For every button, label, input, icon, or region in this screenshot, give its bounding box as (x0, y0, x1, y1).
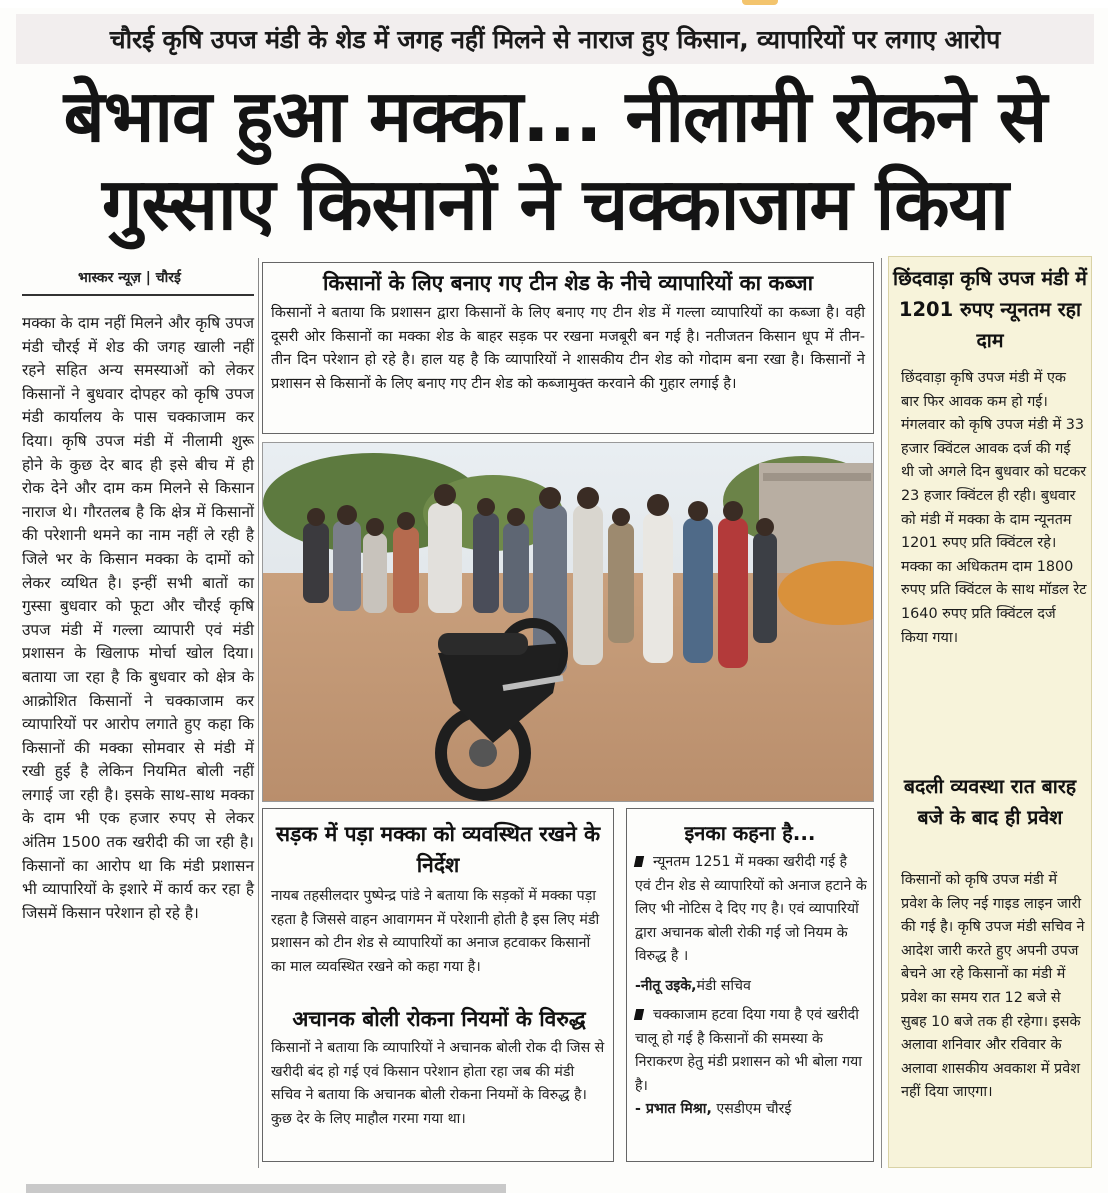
byline: भास्कर न्यूज़ | चौरई (78, 270, 181, 286)
quote-2-attribution (635, 1098, 867, 1122)
shed-box-body: किसानों ने बताया कि प्रशासन द्वारा किसानों के लिए बनाए गए टीन शेड में गल्ला व्यापारियों का कब्जा है। वही दूसरी ओर किसानों का मक्का शेड के बाहर सड़क पर रखना मजबूरी बन गई है। नतीजतन किसान धूप में तीन- तीन दिन परेशान हो रहे है। हाल यह है कि व्यापारियों ने शासकीय टीन शेड को गोदाम बना रखा है। किसानों ने प्रशासन से किसानों के लिए बनाए गए टीन शेड को कब्जामुक्त करवाने की गुहार लगाई है। (271, 304, 865, 392)
auction-subheading: अचानक बोली रोकना नियमों के विरुद्ध (292, 1007, 586, 1031)
attribution-name-1: -नीतू उइके, (635, 977, 697, 994)
quote-2 (635, 1004, 867, 1098)
quote-1-text: न्यूनतम 1251 में मक्का खरीदी गई है एवं टीन शेड से व्यापारियों को अनाज हटाने के लिए भी नोटिस दे दिए गए है। एवं व्यापारियों द्वारा अचानक बोली रोकी गई जो नियम के विरुद्ध है । (635, 854, 867, 964)
road-maize-box (262, 808, 614, 1162)
bullet-icon (634, 1009, 644, 1020)
sidebar-body: छिंदवाड़ा कृषि उपज मंडी में एक बार फिर आवक कम हो गई। मंगलवार को कृषि उपज मंडी में 33 हजार क्विंटल आवक दर्ज की गई थी जो अगले दिन बुधवार को घटकर 23 हजार क्विंटल ही रही। बुधवार को मंडी में मक्का के दाम न्यूनतम 1201 रुपए प्रति क्विंटल रहे। मक्का का अधिकतम दाम 1800 रुपए प्रति क्विंटल के साथ मॉडल रेट 1640 रुपए प्रति क्विंटल दर्ज किया गया। (901, 370, 1087, 646)
quote-1 (635, 851, 867, 969)
byline-rule (22, 294, 254, 296)
statements-box (626, 808, 874, 1162)
road-box-body: नायब तहसीलदार पुष्पेन्द्र पांडे ने बताया कि सड़कों में मक्का पड़ा रहता है जिससे वाहन आवागमन में परेशानी होती है इस लिए मंडी प्रशासन को टीन शेड से व्यापारियों का अनाज हटवाकर किसानों का माल व्यवस्थित रखने को कहा गया है। (271, 888, 600, 975)
attribution-role-1: मंडी सचिव (696, 977, 751, 994)
shed-box-title: किसानों के लिए बनाए गए टीन शेड के नीचे व्यापारियों का कब्जा (322, 271, 814, 295)
sidebar-title-2: बदली व्यवस्था रात बारह बजे के बाद ही प्रवेश (903, 775, 1077, 829)
road-box-title: सड़क में पड़ा मक्का को व्यवस्थित रखने के निर्देश (275, 822, 601, 877)
attribution-name-2: - प्रभात मिश्रा, (635, 1101, 712, 1117)
quote-1-attribution (635, 975, 867, 999)
sidebar-body-2: किसानों को कृषि उपज मंडी में प्रवेश के लिए नई गाइड लाइन जारी की गई है। कृषि उपज मंडी सचिव ने आदेश जारी करते हुए अपनी उपज बेचने आ रहे किसानों का मंडी में प्रवेश का समय रात 12 बजे से सुबह 10 बजे तक ही रहेगा। इसके अलावा शनिवार और रविवार के अलावा शासकीय अवकाश में प्रवेश नहीं दिया जाएगा। (901, 872, 1085, 1101)
quote-2-text: चक्काजाम हटवा दिया गया है एवं खरीदी चालू हो गई है किसानों की समस्या के निराकरण हेतु मंडी प्रशासन को भी बोला गया है। (635, 1007, 862, 1094)
headline-line-2: गुस्साए किसानों ने चक्काजाम किया (102, 162, 1008, 246)
column-divider-right (881, 258, 882, 1168)
sidebar-title: छिंदवाड़ा कृषि उपज मंडी में 1201 रुपए न्यूनतम रहा दाम (893, 267, 1087, 352)
page-bottom-strip (26, 1184, 506, 1193)
shed-occupation-box (262, 262, 874, 434)
main-story-body: मक्का के दाम नहीं मिलने और कृषि उपज मंडी चौरई में शेड की जगह खाली नहीं रहने सहित अन्य समस्याओं को लेकर किसानों ने बुधवार दोपहर को कृषि उपज मंडी कार्यालय के पास चक्काजाम कर दिया। कृषि उपज मंडी में नीलामी शुरू होने के कुछ देर बाद ही इसे बीच में ही रोक देने और दाम कम मिलने से किसान नाराज थे। गौरतलब है कि क्षेत्र में किसानों की परेशानी थमने का नाम नहीं ले रही है जिले भर के किसान मक्का के दामों को लेकर व्यथित है। इन्हीं सभी बातों का गुस्सा बुधवार को फूटा और चौरई कृषि उपज मंडी में गल्ला व्यापारी एवं मंडी प्रशासन के खिलाफ मोर्चा खोल दिया। बताया जा रहा है कि बुधवार को क्षेत्र के आक्रोशित किसानों ने चक्काजाम कर व्यापारियों पर आरोप लगाते हुए कहा कि किसानों की मक्का सोमवार से मंडी में रखी हुई है लेकिन नियमित बोली नहीं लगाई जा रही है। इसके साथ-साथ मक्का के दाम भी एक हजार रुपए से लेकर अंतिम 1500 तक खरीदी की जा रही है। किसानों का आरोप था कि मंडी प्रशासन भी व्यापारियों के इशारे में कार्य कर रहा है जिसमें किसान परेशान हो रहे है। (22, 314, 254, 922)
top-edge (0, 0, 1108, 8)
auction-body: किसानों ने बताया कि व्यापारियों ने अचानक बोली रोक दी जिस से खरीदी बंद हो गई एवं किसान परेशान होता रहा जब की मंडी सचिव ने बताया कि अचानक बोली रोकना नियमों के विरुद्ध है। कुछ देर के लिए माहौल गरमा गया था। (271, 1040, 605, 1127)
statements-title: इनका कहना है... (684, 821, 816, 845)
statements-body (635, 851, 867, 1122)
chhindwara-sidebar (888, 256, 1092, 1168)
column-divider-left (258, 258, 259, 1168)
headline-line-1: बेभाव हुआ मक्का... नीलामी रोकने से (63, 74, 1047, 158)
attribution-role-2: एसडीएम चौरई (711, 1101, 792, 1117)
news-photo-protest (262, 442, 874, 802)
photo-illustration (263, 443, 874, 802)
kicker-strap: चौरई कृषि उपज मंडी के शेड में जगह नहीं मिलने से नाराज हुए किसान, व्यापारियों पर लगाए आरोप (16, 14, 1094, 64)
bullet-icon (634, 856, 644, 867)
